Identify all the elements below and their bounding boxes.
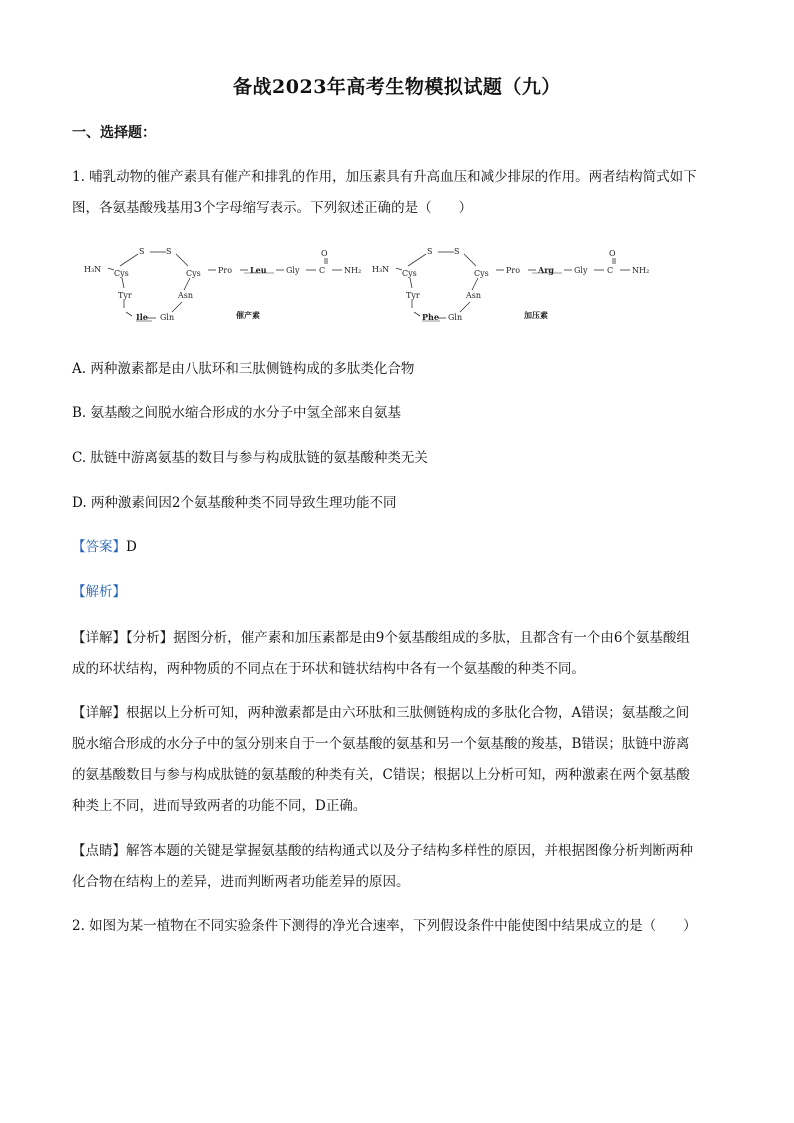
oxytocin-labels [84, 247, 361, 322]
oxytocin-asn: Asn [178, 291, 194, 300]
vasopressin-gln: Gln [448, 313, 463, 322]
oxytocin-caption: 催产素 [236, 310, 260, 320]
page-title: 备战2023年高考生物模拟试题（九） [233, 76, 561, 98]
option-c: C. 肽链中游离氨基的数目与参与构成肽链的氨基酸种类无关 [72, 450, 428, 466]
answer-tag: 【答案】 [72, 539, 126, 555]
analysis-tag: 【解析】 [72, 584, 126, 600]
oxytocin-tyr: Tyr [118, 291, 132, 300]
vasopressin-s-2: S [454, 247, 460, 256]
tip-tag: 【点睛】 [72, 843, 126, 859]
oxytocin-leu: Leu [250, 265, 267, 275]
oxytocin-nh2: NH₂ [344, 266, 362, 275]
section-heading: 一、选择题： [72, 125, 156, 141]
option-a: A. 两种激素都是由八肽环和三肽侧链构成的多肽类化合物 [72, 361, 415, 377]
vasopressin-cys-1: Cys [402, 269, 417, 278]
question-2-stem: 2. 如图为某一植物在不同实验条件下测得的净光合速率，下列假设条件中能使图中结果成立的是（ ） [72, 918, 697, 934]
question-1-stem-line-2: 图，各氨基酸残基用3个字母缩写表示。下列叙述正确的是（ ） [72, 200, 473, 216]
oxytocin-pro: Pro [218, 266, 233, 275]
oxytocin-cys-1: Cys [114, 269, 129, 278]
detail-1-tag: 【详解】【分析】 [72, 630, 174, 646]
oxytocin-s-1: S [139, 247, 145, 256]
oxytocin-gly: Gly [286, 266, 300, 275]
vasopressin-nh2: NH₂ [632, 266, 650, 275]
oxytocin-ile: Ile [136, 312, 148, 322]
oxytocin-o: O [321, 249, 328, 258]
oxytocin-nh3: H₃N [84, 265, 102, 274]
tip-line-1 [72, 842, 722, 860]
vasopressin-structure [396, 252, 630, 321]
vasopressin-o: O [609, 249, 616, 258]
analysis-line [72, 583, 722, 601]
answer-line [72, 538, 722, 556]
detail-2-line-4: 种类上不同，进而导致两者的功能不同，D正确。 [72, 798, 367, 814]
vasopressin-nh3: H₃N [372, 265, 390, 274]
vasopressin-pro: Pro [506, 266, 521, 275]
detail-1-text-1: 据图分析，催产素和加压素都是由9个氨基酸组成的多肽，且都含有一个由6个氨基酸组 [173, 630, 690, 646]
vasopressin-asn: Asn [466, 291, 482, 300]
vasopressin-arg: Arg [538, 265, 555, 275]
vasopressin-gly: Gly [574, 266, 588, 275]
vasopressin-cys-2: Cys [474, 269, 489, 278]
detail-2-line-2: 脱水缩合形成的水分子中的氢分别来自于一个氨基酸的氨基和另一个氨基酸的羧基，B错误；肽链中游离 [72, 736, 690, 752]
detail-2-line-1 [72, 704, 722, 722]
vasopressin-labels [372, 247, 649, 322]
vasopressin-c: C [607, 266, 614, 275]
detail-2-tag: 【详解】 [72, 705, 126, 721]
oxytocin-cys-2: Cys [186, 269, 201, 278]
oxytocin-structure [108, 252, 342, 321]
vasopressin-s-1: S [427, 247, 433, 256]
vasopressin-tyr: Tyr [406, 291, 420, 300]
detail-1-line-1 [72, 629, 722, 647]
option-b: B. 氨基酸之间脱水缩合形成的水分子中氢全部来自氨基 [72, 405, 402, 421]
detail-2-line-3: 的氨基酸数目与参与构成肽链的氨基酸的种类有关，C错误；根据以上分析可知，两种激素在两个氨基酸 [72, 767, 690, 783]
option-d: D. 两种激素间因2个氨基酸种类不同导致生理功能不同 [72, 495, 397, 511]
oxytocin-s-2: S [166, 247, 172, 256]
question-1-stem-line-1: 1. 哺乳动物的催产素具有催产和排乳的作用，加压素具有升高血压和减少排尿的作用。两者结构简式如下 [72, 169, 697, 185]
oxytocin-gln: Gln [160, 313, 175, 322]
vasopressin-caption: 加压素 [524, 310, 548, 320]
oxytocin-c: C [319, 266, 326, 275]
tip-text-1: 解答本题的关键是掌握氨基酸的结构通式以及分子结构多样性的原因，并根据图像分析判断两种 [126, 843, 693, 859]
vasopressin-phe: Phe [422, 312, 439, 322]
detail-1-line-2: 成的环状结构，两种物质的不同点在于环状和链状结构中各有一个氨基酸的种类不同。 [72, 661, 585, 677]
tip-line-2: 化合物在结构上的差异，进而判断两者功能差异的原因。 [72, 874, 410, 890]
detail-2-text-1: 根据以上分析可知，两种激素都是由六环肽和三肽侧链构成的多肽化合物，A错误；氨基酸之间 [126, 705, 690, 721]
answer-value: D [126, 539, 137, 555]
peptide-structure-diagram [80, 240, 650, 330]
